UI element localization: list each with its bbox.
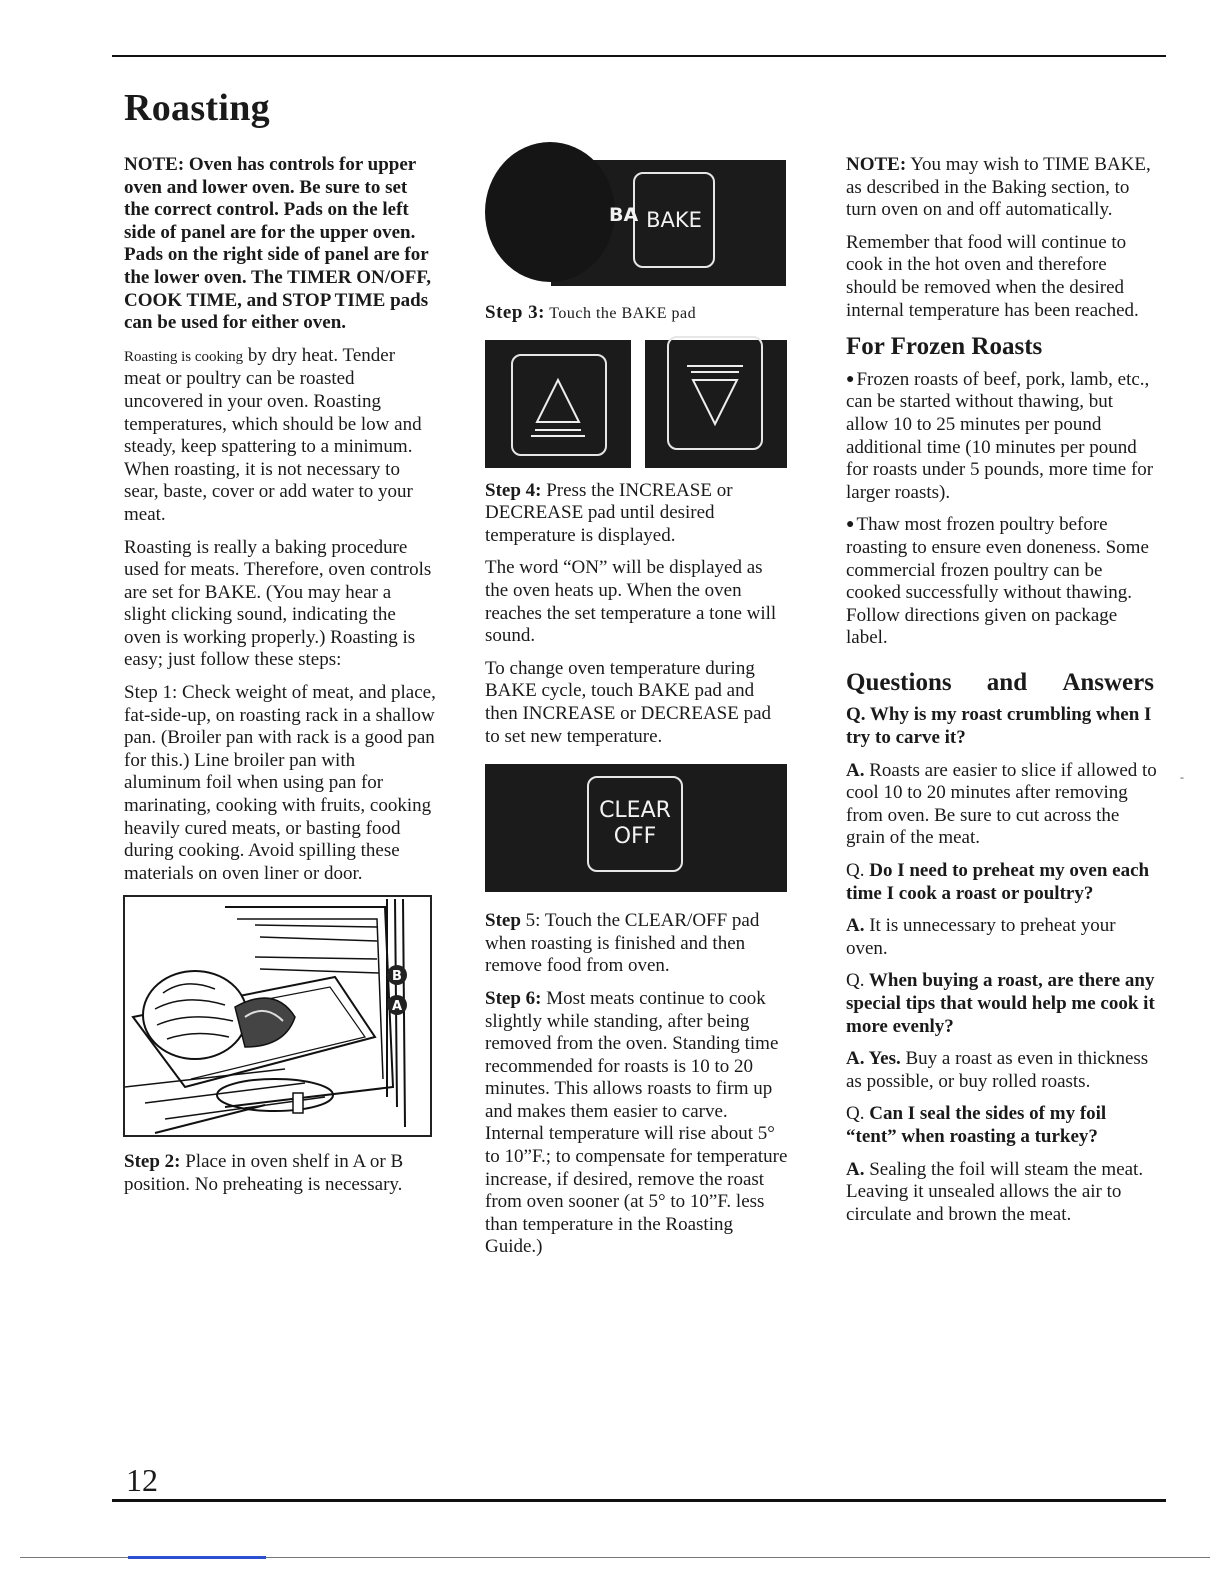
answer-4: A. Sealing the foil will steam the meat. Leaving it unsealed allows the air to circulate and brown the meat.	[846, 1158, 1144, 1225]
bullet-icon: ●	[846, 371, 855, 387]
on-display-text: The word “ON” will be displayed as the oven heats up. When the oven reaches the set temperature a tone will sound.	[485, 557, 777, 647]
shelf-a-label: A	[391, 999, 403, 1015]
oven-shelf-illustration	[123, 895, 432, 1137]
frozen-roasts-heading: For Frozen Roasts	[846, 333, 1043, 361]
roast-in-oven-drawing	[125, 897, 430, 1135]
step-3-caption: Step 3: Touch the BAKE pad	[485, 302, 697, 323]
questions-answers-heading: Questions and Answers	[846, 668, 1154, 696]
frozen-roasts-bullet-2: ● Thaw most frozen poultry before roasting to ensure even doneness. Some commercial frozen poultry can be cooked successfully without thawing. Follow directions given on package label.	[846, 514, 1149, 649]
bottom-rule	[112, 1499, 1166, 1502]
remember-text: Remember that food will continue to cook in the hot oven and therefore should be removed when the desired internal temperature has been reached.	[846, 231, 1139, 321]
roasting-baking-procedure: Roasting is really a baking procedure used for meats. Therefore, oven controls are set for BAKE. (You may hear a slight clicking sound, indicating the oven is working properly.) Roasting is easy; just follow these steps:	[124, 536, 432, 671]
increase-decrease-pads-illustration	[485, 340, 790, 468]
question-3: Q. When buying a roast, are there any special tips that would help me cook it more evenly?	[846, 970, 1155, 1037]
step-4-text: Step 4: Press the INCREASE or DECREASE pad until desired temperature is displayed.	[485, 479, 733, 546]
bake-key: BAKE	[633, 172, 715, 268]
clear-off-key	[587, 776, 683, 872]
clear-key-line1: CLEAR	[599, 798, 671, 824]
margin-mark: -	[1180, 770, 1184, 784]
decrease-arrow-icon	[645, 340, 787, 468]
bullet-icon: ●	[846, 517, 855, 533]
top-rule	[112, 55, 1166, 57]
question-4: Q. Can I seal the sides of my foil “tent” when roasting a turkey?	[846, 1103, 1107, 1147]
bake-key-clipped: BA	[609, 204, 639, 226]
increase-arrow-icon	[485, 340, 631, 468]
column-middle	[485, 140, 790, 1269]
decrease-pad	[645, 340, 787, 468]
clear-key-line2: OFF	[613, 824, 657, 850]
clear-off-pad-illustration	[485, 764, 787, 892]
column-right	[846, 154, 1158, 1236]
change-temperature-text: To change oven temperature during BAKE cycle, touch BAKE pad and then INCREASE or DECREASE pad to set new temperature.	[485, 657, 772, 747]
footer-link-bar[interactable]	[128, 1556, 266, 1559]
roasting-intro: Roasting is cooking by dry heat. Tender meat or poultry can be roasted uncovered in your oven. Roasting temperatures, which should be low and steady, keep spattering to a minimum. When roasting, it is not necessary to sear, baste, cover or add water to your meat.	[124, 344, 422, 525]
step-5-text: Step 5: Touch the CLEAR/OFF pad when roasting is finished and then remove food from oven.	[485, 910, 760, 977]
question-2: Q. Do I need to preheat my oven each time I cook a roast or poultry?	[846, 860, 1150, 904]
answer-3: A. Yes. Buy a roast as even in thickness as possible, or buy rolled roasts.	[846, 1048, 1149, 1092]
note-upper-lower-oven: NOTE: Oven has controls for upper oven and lower oven. Be sure to set the correct control. Pads on the left side of panel are for the upper oven. Pads on the right side of panel are for the lower oven. The TIMER ON/OFF, COOK TIME, and STOP TIME pads can be used for either oven.	[124, 154, 432, 334]
page-number: 12	[126, 1462, 158, 1498]
bake-pad-illustration	[485, 140, 787, 290]
step-2-text: Step 2: Place in oven shelf in A or B position. No preheating is necessary.	[124, 1151, 404, 1195]
answer-1: A. Roasts are easier to slice if allowed to cool 10 to 20 minutes after removing from oven. Be sure to cut across the grain of the meat.	[846, 759, 1157, 849]
column-left	[124, 154, 436, 1207]
shelf-b-label: B	[392, 969, 402, 985]
question-1: Q. Why is my roast crumbling when I try to carve it?	[846, 704, 1152, 749]
answer-2: A. It is unnecessary to preheat your oven.	[846, 915, 1116, 959]
step-6-text: Step 6: Most meats continue to cook slightly while standing, after being removed from the oven. Standing time recommended for roasts is 10 to 20 minutes. This allows roasts to firm up and makes them easier to carve. Internal temperature will rise about 5° to 10”F.; to compensate for temperature increase, if desired, remove the roast from oven sooner (at 5° to 10”F. less than temperature in the Roasting Guide.)	[485, 987, 788, 1258]
increase-pad	[485, 340, 631, 468]
note-time-bake: NOTE: You may wish to TIME BAKE, as described in the Baking section, to turn oven on and off automatically.	[846, 154, 1151, 221]
step-1-text: Step 1: Check weight of meat, and place, fat-side-up, on roasting rack in a shallow pan. (Broiler pan with rack is a good pan for this.) Line broiler pan with aluminum foil when using pan for marinating, cooking with fruits, cooking heavily cured meats, or basting food during cooking. Avoid spilling these materials on oven liner or door.	[124, 682, 436, 884]
page-title: Roasting	[124, 87, 270, 129]
frozen-roasts-bullet-1: ● Frozen roasts of beef, pork, lamb, etc., can be started without thawing, but allow 10 to 25 minutes per pound additional time (10 minutes per pound for roasts under 5 pounds, more time for larger roasts).	[846, 368, 1154, 503]
